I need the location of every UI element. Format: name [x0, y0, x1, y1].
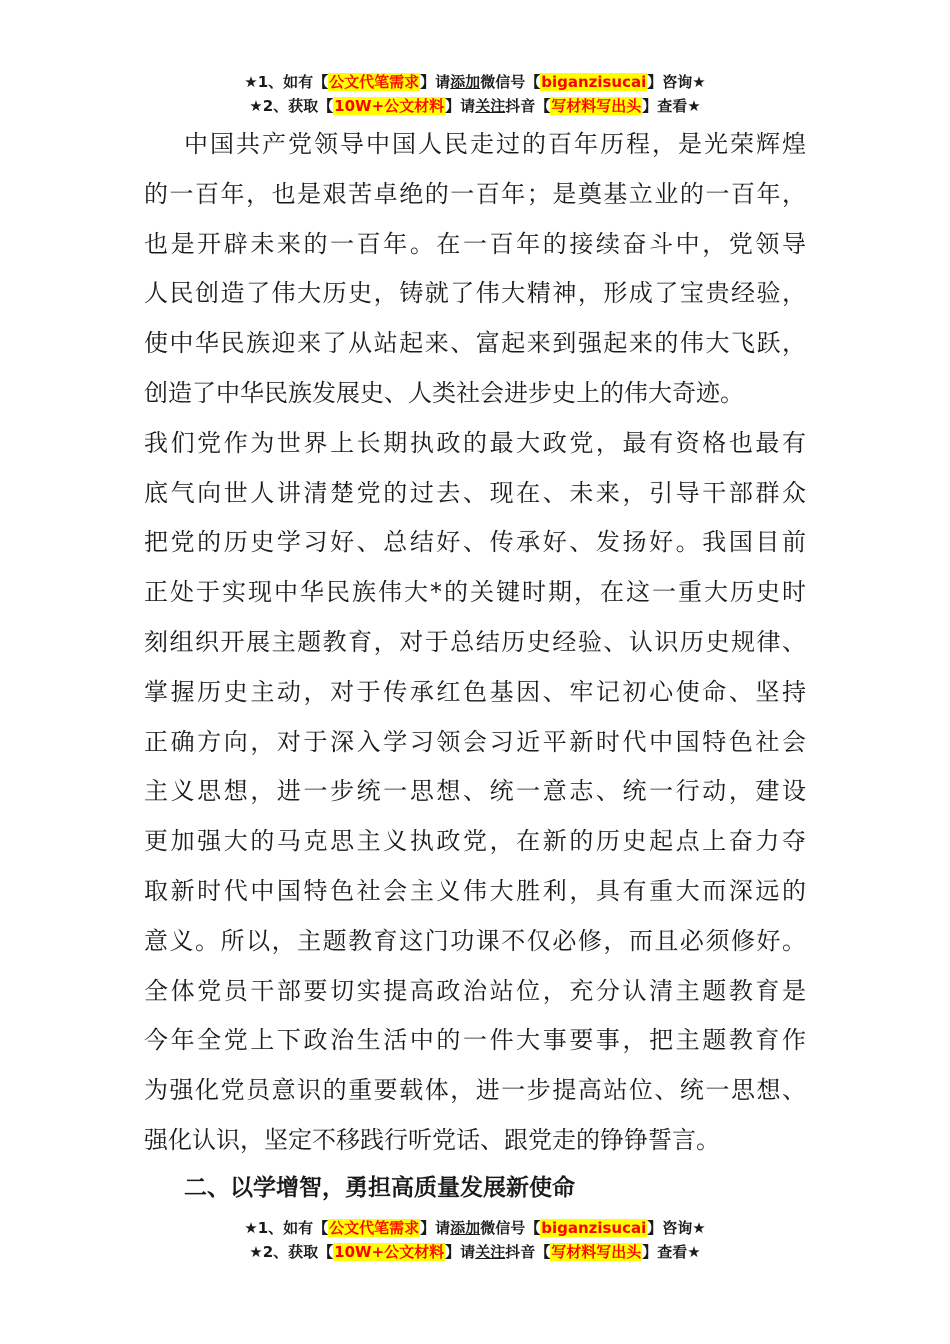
banner-text: 2、获取【: [262, 1243, 334, 1261]
banner-text: 1、如有【: [257, 1219, 329, 1237]
star-icon: ★: [249, 1243, 263, 1261]
banner-text: 】查看: [642, 97, 688, 115]
highlight-materials: 10W+公文材料: [334, 97, 445, 115]
banner-text: 】查看: [642, 1243, 688, 1261]
star-icon: ★: [692, 73, 706, 91]
highlight-materials: 10W+公文材料: [334, 1243, 445, 1261]
body-line: 今年全党上下政治生活中的一件大事要事，把主题教育作: [144, 1026, 806, 1055]
body-line: 创造了中华民族发展史、人类社会进步史上的伟大奇迹。: [144, 378, 744, 407]
banner-text: 微信号【: [480, 73, 541, 91]
section-heading: 二、以学增智，勇担高质量发展新使命: [184, 1175, 575, 1201]
highlight-wechat-id: biganzisucai: [541, 1219, 647, 1237]
banner-text: 】请: [420, 73, 451, 91]
body-line: 为强化党员意识的重要载体，进一步提高站位、统一思想、: [144, 1076, 806, 1105]
star-icon: ★: [244, 1219, 258, 1237]
banner-line-2: [0, 1240, 950, 1264]
banner-text: 抖音【: [505, 1243, 551, 1261]
banner-text: 】请: [420, 1219, 451, 1237]
banner-text: 】咨询: [647, 1219, 693, 1237]
body-line: 意义。所以，主题教育这门功课不仅必修，而且必须修好。: [144, 926, 806, 955]
body-line: 我们党作为世界上长期执政的最大政党，最有资格也最有: [144, 428, 806, 457]
banner-text: 1、如有【: [257, 73, 329, 91]
star-icon: ★: [692, 1219, 706, 1237]
body-line: 全体党员干部要切实提高政治站位，充分认清主题教育是: [144, 976, 806, 1005]
body-line: 刻组织开展主题教育，对于总结历史经验、认识历史规律、: [144, 627, 806, 656]
banner-text: 抖音【: [505, 97, 551, 115]
banner-text: 微信号【: [480, 1219, 541, 1237]
body-line: 更加强大的马克思主义执政党，在新的历史起点上奋力夺: [144, 827, 806, 856]
banner-text: 】请: [445, 97, 476, 115]
highlight-douyin-account: 写材料写出头: [551, 97, 642, 115]
body-line: 取新时代中国特色社会主义伟大胜利，具有重大而深远的: [144, 876, 806, 905]
star-icon: ★: [687, 1243, 701, 1261]
body-line: 也是开辟未来的一百年。在一百年的接续奋斗中，党领导: [144, 229, 806, 258]
body-line: 人民创造了伟大历史，铸就了伟大精神，形成了宝贵经验，: [144, 279, 806, 308]
banner-text: 】请: [445, 1243, 476, 1261]
banner-line-1: [0, 1216, 950, 1240]
body-line: 把党的历史学习好、总结好、传承好、发扬好。我国目前: [144, 528, 806, 557]
banner-line-2: [0, 94, 950, 118]
highlight-service: 公文代笔需求: [329, 73, 420, 91]
body-line: 使中华民族迎来了从站起来、富起来到强起来的伟大飞跃，: [144, 329, 806, 358]
highlight-douyin-account: 写材料写出头: [551, 1243, 642, 1261]
body-line: 正确方向，对于深入学习领会习近平新时代中国特色社会: [144, 727, 806, 756]
body-line: 主义思想，进一步统一思想、统一意志、统一行动，建设: [144, 777, 806, 806]
star-icon: ★: [244, 73, 258, 91]
body-line: 掌握历史主动，对于传承红色基因、牢记初心使命、坚持: [144, 677, 806, 706]
star-icon: ★: [687, 97, 701, 115]
banner-line-1: [0, 70, 950, 94]
banner-underlined-text: 关注: [475, 1243, 506, 1261]
highlight-wechat-id: biganzisucai: [541, 73, 647, 91]
star-icon: ★: [249, 97, 263, 115]
banner-underlined-text: 关注: [475, 97, 506, 115]
body-line: 的一百年，也是艰苦卓绝的一百年；是奠基立业的一百年，: [144, 179, 806, 208]
body-line: 强化认识，坚定不移践行听党话、跟党走的铮铮誓言。: [144, 1125, 720, 1154]
banner-text: 2、获取【: [262, 97, 334, 115]
bottom-banner: [0, 1216, 950, 1264]
banner-underlined-text: 添加: [450, 1219, 481, 1237]
body-paragraph: [144, 120, 806, 1166]
body-line: 正处于实现中华民族伟大*的关键时期，在这一重大历史时: [144, 578, 806, 607]
top-banner: [0, 70, 950, 118]
body-line: 中国共产党领导中国人民走过的百年历程，是光荣辉煌: [184, 130, 806, 158]
banner-underlined-text: 添加: [450, 73, 481, 91]
highlight-service: 公文代笔需求: [329, 1219, 420, 1237]
banner-text: 】咨询: [647, 73, 693, 91]
body-line: 底气向世人讲清楚党的过去、现在、未来，引导干部群众: [144, 478, 806, 507]
